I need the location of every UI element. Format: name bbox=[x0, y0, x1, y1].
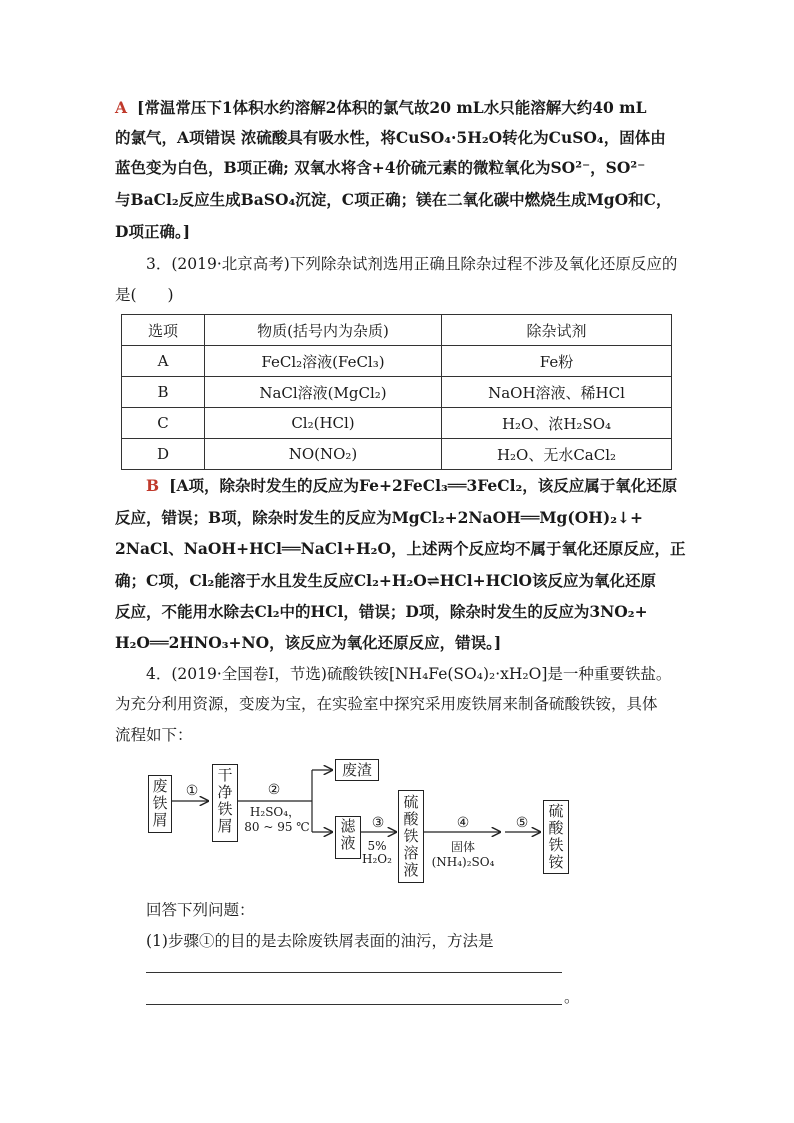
table-cell: Fe粉 bbox=[442, 346, 672, 377]
table-cell: Cl₂(HCl) bbox=[205, 408, 442, 439]
question3-line2: 是( ) bbox=[115, 286, 174, 304]
table-cell: B bbox=[122, 377, 205, 408]
answer3-line3: 2NaCl、NaOH+HCl══NaCl+H₂O，上述两个反应均不属于氧化还原反应，正 bbox=[115, 539, 686, 558]
table-cell: H₂O、浓H₂SO₄ bbox=[442, 408, 672, 439]
answer2-line1: A [常温常压下1体积水约溶解2体积的氯气故20 mL水只能溶解大约40 mL bbox=[115, 98, 647, 117]
box-product: 硫酸铁铵 bbox=[543, 800, 569, 874]
answer3-line5: 反应，不能用水除去Cl₂中的HCl，错误；D项，除杂时发生的反应为3NO₂+ bbox=[115, 602, 648, 621]
answer2-line4: 与BaCl₂反应生成BaSO₄沉淀，C项正确；镁在二氧化碳中燃烧生成MgO和C， bbox=[115, 190, 672, 209]
box-clean-scrap: 干净铁屑 bbox=[212, 764, 238, 842]
question4-line3: 流程如下： bbox=[115, 726, 193, 744]
box-ferric-sulfate-solution: 硫酸铁溶液 bbox=[398, 790, 424, 883]
answer2-line5: D项正确。] bbox=[115, 222, 191, 241]
answer3-line6: H₂O══2HNO₃+NO，该反应为氧化还原反应，错误。] bbox=[115, 633, 502, 652]
question4-line1: 4．(2019·全国卷Ⅰ，节选)硫酸铁铵[NH₄Fe(SO₄)₂·xH₂O]是一种重要铁盐。 bbox=[146, 665, 672, 683]
table-header: 选项 bbox=[122, 315, 205, 346]
table-cell: H₂O、无水CaCl₂ bbox=[442, 439, 672, 470]
answer3-line1: B [A项，除杂时发生的反应为Fe+2FeCl₃══3FeCl₂，该反应属于氧化还原 bbox=[146, 476, 678, 495]
table-cell: A bbox=[122, 346, 205, 377]
step3-label: ③ bbox=[371, 815, 385, 831]
step4-condition-solid: 固体 bbox=[450, 840, 475, 854]
question3-line1: 3．(2019·北京高考)下列除杂试剂选用正确且除杂过程不涉及氧化还原反应的 bbox=[146, 255, 678, 273]
answer3-line4: 确；C项，Cl₂能溶于水且发生反应Cl₂+H₂O⇌HCl+HClO该反应为氧化还原 bbox=[115, 571, 657, 590]
step2-label: ② bbox=[267, 782, 281, 798]
step5-label: ⑤ bbox=[515, 815, 529, 831]
step4-label: ④ bbox=[456, 815, 470, 831]
table-cell: NaOH溶液、稀HCl bbox=[442, 377, 672, 408]
question4-line2: 为充分利用资源，变废为宝，在实验室中探究采用废铁屑来制备硫酸铁铵，具体 bbox=[115, 695, 658, 713]
answer-prompt: 回答下列问题： bbox=[146, 901, 255, 919]
step4-condition-reagent: (NH₄)₂SO₄ bbox=[431, 855, 495, 869]
step1-label: ① bbox=[185, 783, 199, 799]
table-cell: FeCl₂溶液(FeCl₃) bbox=[205, 346, 442, 377]
box-filtrate: 滤液 bbox=[335, 816, 361, 859]
table-cell: NO(NO₂) bbox=[205, 439, 442, 470]
step3-condition-percent: 5% bbox=[367, 839, 387, 853]
answer2-line2: 的氯气，A项错误 浓硫酸具有吸水性，将CuSO₄·5H₂O转化为CuSO₄，固体由 bbox=[115, 128, 666, 147]
table-header: 除杂试剂 bbox=[442, 315, 672, 346]
box-residue: 废渣 bbox=[335, 759, 379, 781]
step2-condition-acid: H₂SO₄， bbox=[249, 805, 301, 819]
subquestion1: (1)步骤①的目的是去除废铁屑表面的油污，方法是 bbox=[146, 932, 494, 950]
step2-condition-temp: 80 ~ 95 ℃ bbox=[244, 820, 310, 834]
table-cell: D bbox=[122, 439, 205, 470]
step3-condition-reagent: H₂O₂ bbox=[362, 852, 392, 866]
answer-blank-line2[interactable] bbox=[146, 1004, 562, 1005]
answer2-letter: A bbox=[115, 98, 128, 117]
table-header: 物质(括号内为杂质) bbox=[205, 315, 442, 346]
table-cell: NaCl溶液(MgCl₂) bbox=[205, 377, 442, 408]
answer2-line3: 蓝色变为白色，B项正确; 双氧水将含+4价硫元素的微粒氧化为SO²⁻，SO²⁻ bbox=[115, 158, 646, 177]
table-cell: C bbox=[122, 408, 205, 439]
answer3-letter: B bbox=[146, 476, 160, 495]
box-waste-scrap: 废铁屑 bbox=[148, 775, 172, 833]
answer-blank-line1[interactable] bbox=[146, 972, 562, 973]
answer3-line2: 反应，错误；B项，除杂时发生的反应为MgCl₂+2NaOH══Mg(OH)₂↓+ bbox=[115, 508, 643, 527]
sentence-end-period: 。 bbox=[564, 988, 580, 1006]
